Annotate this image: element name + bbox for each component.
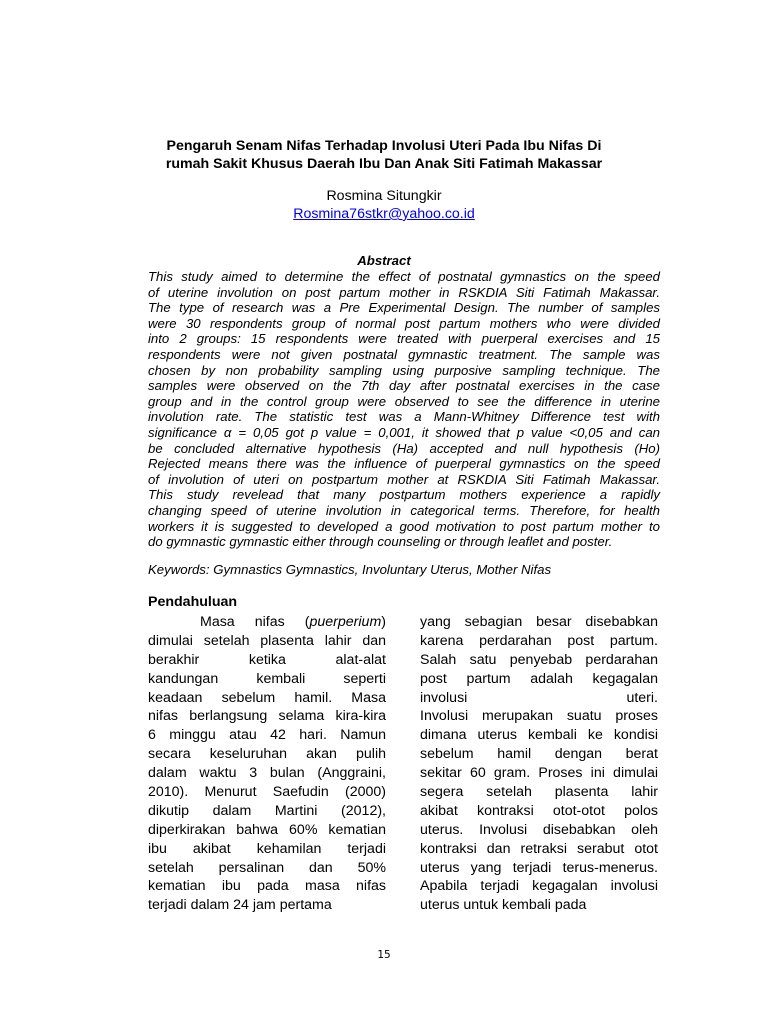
right-column-line: kontraksi dan retraksi serabut otot [420, 840, 658, 857]
right-column-line: uterus yang terjadi terus-menerus. [420, 859, 658, 876]
left-column-line: ibu akibat kehamilan terjadi [148, 840, 386, 857]
right-column-line: post partum adalah kegagalan [420, 670, 658, 687]
right-column-line: uterus. Involusi disebabkan oleh [420, 821, 658, 838]
right-column-line: akibat kontraksi otot-otot polos [420, 802, 658, 819]
left-column-line: keadaan sebelum hamil. Masa [148, 689, 386, 706]
abstract-line: be concluded alternative hypothesis (Ha) accepted and null hypothesis (Ho) [148, 440, 660, 456]
abstract-line: significance α = 0,05 got p value = 0,001, it showed that p value <0,05 and can [148, 424, 660, 440]
abstract-heading: Abstract [357, 253, 411, 268]
author-name: Rosmina Situngkir [326, 188, 442, 204]
right-column-line: dimana uterus kembali ke kondisi [420, 727, 658, 744]
left-column-line: dimulai setelah plasenta lahir dan [148, 632, 386, 649]
abstract-line: workers it is suggested to developed a good motivation to post partum mother to [148, 518, 660, 534]
author-email-link[interactable]: Rosmina76stkr@yahoo.co.id [293, 206, 475, 222]
keywords-line: Keywords: Gymnastics Gymnastics, Involuntary Uterus, Mother Nifas [148, 562, 552, 577]
left-column-line: kematian ibu pada masa nifas [148, 878, 386, 895]
abstract-line: do gymnastic gymnastic either through counseling or through leaflet and poster. [148, 534, 613, 550]
right-column [420, 613, 658, 915]
abstract-line: samples were observed on the 7th day after postnatal exercises in the case [148, 378, 660, 394]
italic-term: puerperium [309, 614, 382, 630]
abstract-line: chosen by non probability sampling using purposive sampling technique. The [148, 362, 660, 378]
left-column-line: secara keseluruhan akan pulih [148, 746, 386, 763]
paper-title-line-2: rumah Sakit Khusus Daerah Ibu Dan Anak Siti Fatimah Makassar [165, 156, 603, 172]
abstract-line: Rejected means there was the influence of puerperal gymnastics on the speed [148, 456, 660, 472]
abstract-line: involution rate. The statistic test was a Mann-Whitney Difference test with [148, 409, 660, 425]
right-column-line: karena perdarahan post partum. [420, 632, 658, 649]
right-column-line: Apabila terjadi kegagalan involusi [420, 878, 658, 895]
section-heading: Pendahuluan [148, 594, 238, 610]
left-column [148, 613, 386, 915]
right-column-line: Involusi merupakan suatu proses [420, 708, 658, 725]
abstract-line: respondents were not given postnatal gymnastic treatment. The sample was [148, 346, 660, 362]
paper-title-line-1: Pengaruh Senam Nifas Terhadap Involusi Uteri Pada Ibu Nifas Di [166, 138, 602, 154]
right-column-line: segera setelah plasenta lahir [420, 784, 658, 801]
right-column-line: sekitar 60 gram. Proses ini dimulai [420, 765, 658, 782]
left-column-line: 6 minggu atau 42 hari. Namun [148, 727, 386, 744]
right-column-line: yang sebagian besar disebabkan [420, 614, 658, 630]
abstract-body [148, 269, 660, 550]
left-column-line: 2010). Menurut Saefudin (2000) [148, 784, 386, 801]
left-column-line: Masa nifas (puerperium) [200, 614, 386, 630]
right-column-line: sebelum hamil dengan berat [420, 746, 658, 763]
abstract-line: This study aimed to determine the effect of postnatal gymnastics on the speed [148, 269, 660, 284]
abstract-line: The type of research was a Pre Experimental Design. The number of samples [148, 300, 660, 316]
right-column-line: Salah satu penyebab perdarahan [420, 651, 658, 668]
left-column-line: diperkirakan bahwa 60% kematian [148, 821, 386, 838]
left-column-line: terjadi dalam 24 jam pertama [148, 897, 332, 914]
abstract-line: were 30 respondents group of normal post partum mothers who were divided [148, 315, 660, 331]
left-column-line: berakhir ketika alat-alat [148, 651, 386, 668]
left-column-line: dalam waktu 3 bulan (Anggraini, [148, 765, 386, 782]
right-column-line: involusi uteri. [420, 689, 658, 706]
abstract-line: into 2 groups: 15 respondents were treated with puerperal exercises and 15 [148, 331, 660, 347]
abstract-line: of uterine involution on post partum mother in RSKDIA Siti Fatimah Makassar. [148, 284, 660, 300]
left-column-line: setelah persalinan dan 50% [148, 859, 386, 876]
abstract-line: This study revelead that many postpartum mothers experience a rapidly [148, 487, 660, 503]
paper-title [120, 137, 648, 173]
left-column-line: dikutip dalam Martini (2012), [148, 802, 386, 819]
page-number: 15 [377, 949, 391, 961]
left-column-line: nifas berlangsung selama kira-kira [148, 708, 386, 725]
abstract-line: of involution of uteri on postpartum mother at RSKDIA Siti Fatimah Makassar. [148, 471, 660, 487]
right-column-line: uterus untuk kembali pada [420, 897, 587, 914]
abstract-line: group and in the control group were observed to see the difference in uterine [148, 393, 660, 409]
left-column-line: kandungan kembali seperti [148, 670, 386, 687]
abstract-line: changing speed of uterine involution in categorical terms. Therefore, for health [148, 502, 660, 518]
